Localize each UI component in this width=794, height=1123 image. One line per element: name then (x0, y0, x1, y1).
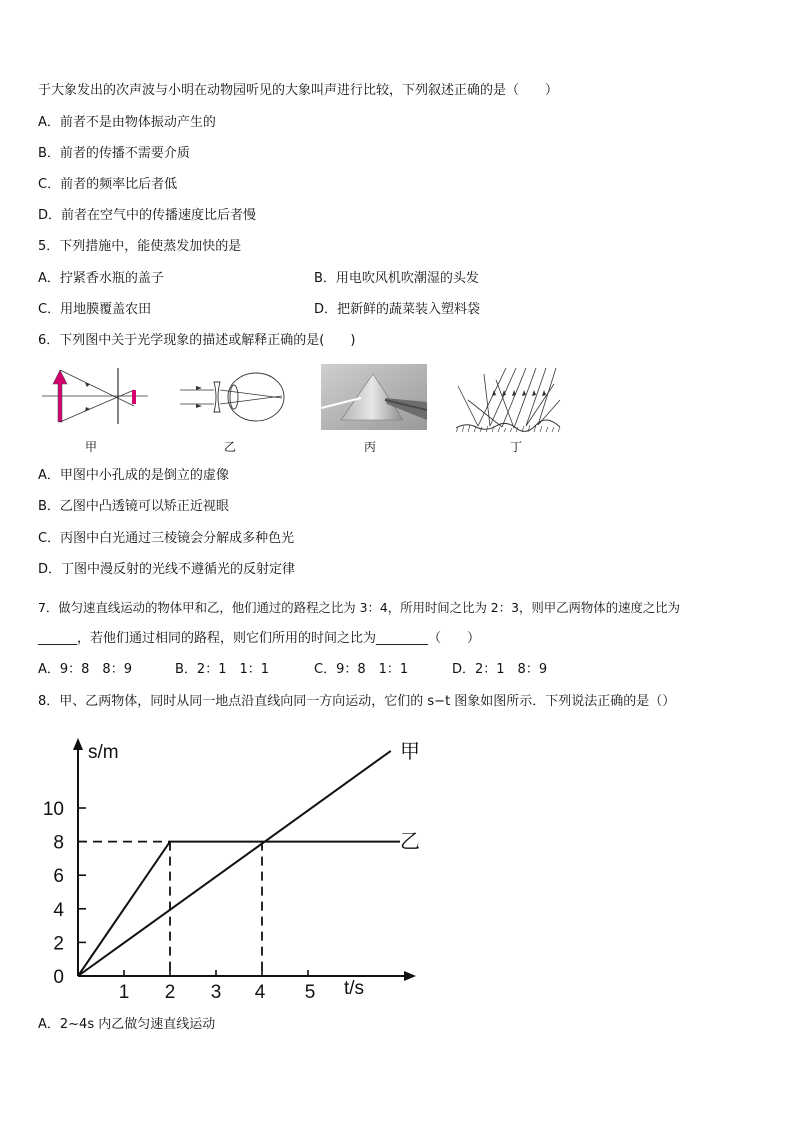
y-axis-label: s/m (88, 742, 119, 763)
caption-bing: 丙 (364, 440, 377, 454)
y-axis-arrow (73, 738, 83, 750)
st-graph (30, 728, 430, 1004)
series-label-jia: 甲 (400, 739, 420, 763)
y-tick-label-6: 6 (53, 866, 64, 888)
x-tick-label-3: 3 (210, 982, 222, 1003)
series-line-yi (78, 842, 400, 976)
q6-option-c: C．丙图中白光通过三棱镜会分解成多种色光 (38, 531, 295, 546)
q5-option-a: A．拧紧香水瓶的盖子 (38, 271, 164, 286)
x-tick-label-4: 4 (254, 982, 266, 1003)
q5-option-b: B．用电吹风机吹潮湿的头发 (314, 271, 479, 286)
caption-ding: 丁 (510, 440, 523, 454)
q4-option-d: D．前者在空气中的传播速度比后者慢 (38, 208, 257, 223)
q4-option-c: C．前者的频率比后者低 (38, 177, 178, 192)
y-tick-label-4: 4 (53, 899, 64, 921)
figure-prism (321, 364, 427, 430)
q6-option-d: D．丁图中漫反射的光线不遵循光的反射定律 (38, 562, 296, 577)
q7-option-d: D．2：1 8：9 (452, 662, 548, 677)
figure-eye-lens (178, 368, 288, 426)
x-axis-arrow (404, 971, 416, 981)
q6-stem: 6．下列图中关于光学现象的描述或解释正确的是( ) (38, 333, 356, 348)
q6-option-a: A．甲图中小孔成的是倒立的虚像 (38, 468, 229, 483)
q8-stem: 8．甲、乙两物体，同时从同一地点沿直线向同一方向运动，它们的 s−t 图象如图所示．下列说法正确的是（） (38, 694, 676, 709)
figure-diffuse-reflection (456, 366, 562, 432)
q7-stem-line1: 7．做匀速直线运动的物体甲和乙，他们通过的路程之比为 3：4，所用时间之比为 2：3，则甲乙两物体的速度之比为 (38, 600, 681, 615)
q7-option-b: B．2：1 1：1 (175, 662, 270, 677)
caption-yi: 乙 (224, 440, 237, 454)
q5-option-d: D．把新鲜的蔬菜装入塑料袋 (314, 302, 481, 317)
q4-stem: 于大象发出的次声波与小明在动物园听见的大象叫声进行比较，下列叙述正确的是（ ） (38, 83, 559, 98)
q4-option-a: A．前者不是由物体振动产生的 (38, 115, 216, 130)
caption-jia: 甲 (85, 440, 98, 454)
series-label-yi: 乙 (400, 829, 420, 853)
q5-stem: 5．下列措施中，能使蒸发加快的是 (38, 239, 242, 254)
x-axis-label: t/s (344, 978, 365, 999)
x-tick-label-5: 5 (304, 982, 316, 1003)
series-line-jia (78, 751, 391, 976)
q4-option-b: B．前者的传播不需要介质 (38, 146, 190, 161)
x-tick-label-2: 2 (164, 982, 176, 1003)
q7-option-a: A．9：8 8：9 (38, 662, 132, 677)
y-tick-label-0: 0 (53, 967, 64, 988)
y-tick-label-10: 10 (42, 799, 64, 820)
q5-option-c: C．用地膜覆盖农田 (38, 302, 152, 317)
figure-pinhole (40, 362, 152, 430)
y-tick-label-2: 2 (53, 933, 64, 955)
q7-stem-line2: ______，若他们通过相同的路程，则它们所用的时间之比为________（ ） (38, 631, 481, 646)
q8-option-a: A．2~4s 内乙做匀速直线运动 (38, 1017, 216, 1032)
q7-option-c: C．9：8 1：1 (314, 662, 409, 677)
y-tick-label-8: 8 (53, 832, 64, 854)
q6-option-b: B．乙图中凸透镜可以矫正近视眼 (38, 499, 229, 514)
x-tick-label-1: 1 (118, 982, 130, 1003)
